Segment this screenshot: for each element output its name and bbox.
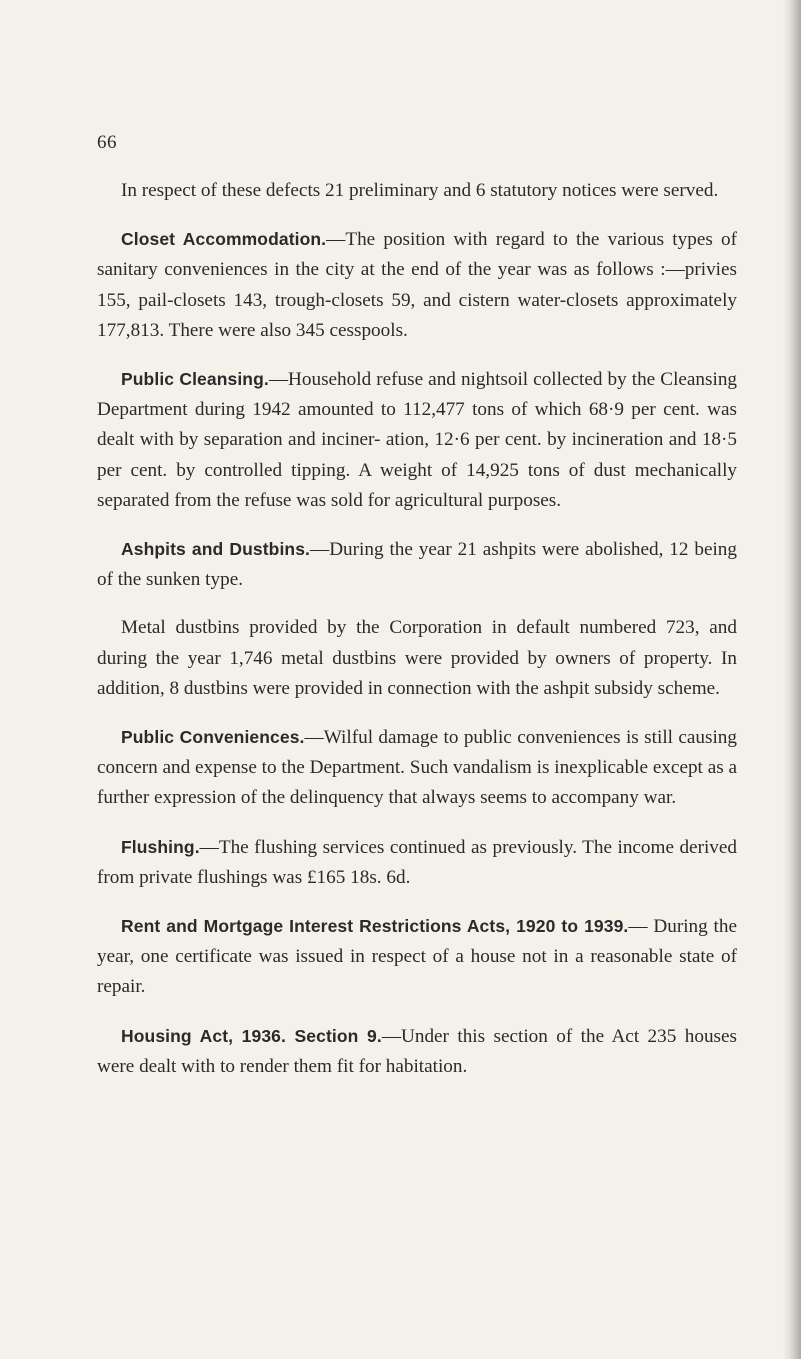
paragraph-text: Metal dustbins provided by the Corporation in default numbered 723, and during the year 1,746 metal dustbins were provided by owners of property. In addition, 8 dustbins were provided in connection with the ashpit subsidy scheme.: [97, 617, 737, 699]
paragraph-heading: Flushing.: [121, 836, 200, 857]
paragraph-ashpits-dustbins: [97, 534, 737, 595]
paragraph-heading: Housing Act, 1936. Section 9.: [121, 1025, 382, 1046]
paragraph-closet-accommodation: [97, 224, 737, 346]
paragraph-metal-dustbins: [97, 613, 737, 704]
paragraph-defects-notices: [97, 176, 737, 206]
page-number: 66: [97, 132, 117, 153]
body-text: [97, 176, 737, 1100]
paragraph-text: —The position with regard to the various types of sanitary conveniences in the city at the end of the year was as follows :—privies 155, pail-closets 143, trough-closets 59, and cistern water-closets approximately 177,813. There were also 345 cesspools.: [97, 229, 737, 341]
paragraph-heading: Rent and Mortgage Interest Restrictions Acts, 1920 to 1939.: [121, 916, 629, 937]
paragraph-heading: Ashpits and Dustbins.: [121, 539, 311, 560]
paragraph-text: —Wilful damage to public conveniences is still causing concern and expense to the Department. Such vandalism is inexplicable except as a further expression of the delinquency that always seems to accompany war.: [97, 727, 737, 809]
paragraph-rent-mortgage: [97, 911, 737, 1003]
paragraph-housing-act: [97, 1021, 737, 1082]
paragraph-text: —During the year 21 ashpits were abolished, 12 being of the sunken type.: [97, 539, 737, 591]
paragraph-text: —Under this section of the Act 235 houses were dealt with to render them fit for habitation.: [97, 1025, 737, 1077]
paragraph-public-conveniences: [97, 722, 737, 814]
paragraph-public-cleansing: [97, 364, 737, 516]
paragraph-flushing: [97, 832, 737, 893]
paragraph-heading: Closet Accommodation.: [121, 229, 327, 250]
paragraph-heading: Public Cleansing.: [121, 369, 269, 390]
page-edge-shadow: [783, 0, 801, 1359]
paragraph-text: —The flushing services continued as previously. The income derived from private flushings was £165 18s. 6d.: [97, 836, 737, 888]
paragraph-text: In respect of these defects 21 preliminary and 6 statutory notices were served.: [121, 180, 719, 201]
paragraph-heading: Public Conveniences.: [121, 727, 305, 748]
paragraph-text: — During the year, one certificate was issued in respect of a house not in a reasonable state of repair.: [97, 916, 737, 998]
paragraph-text: —Household refuse and nightsoil collected by the Cleansing Department during 1942 amounted to 112,477 tons of which 68·9 per cent. was dealt with by separation and inciner- ation, 12·6 per cent. by incineration and 18·5 per cent. by controlled tipping. A weight of 14,925 tons of dust mechanically separated from the refuse was sold for agricultural purposes.: [97, 369, 738, 511]
